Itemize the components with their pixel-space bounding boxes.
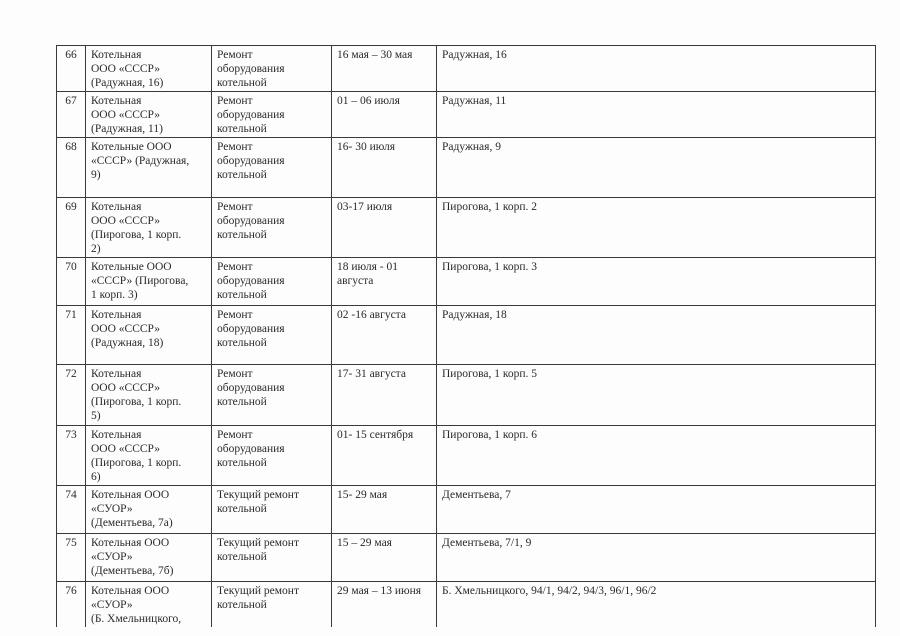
address-cell: Б. Хмельницкого, 94/1, 94/2, 94/3, 96/1, 96/2	[437, 582, 876, 628]
row-number: 75	[57, 534, 86, 582]
row-number: 70	[57, 258, 86, 306]
period-cell: 18 июля - 01 августа	[332, 258, 437, 306]
boiler-cell: Котельная ООО «СУОР» (Б. Хмельницкого,	[86, 582, 212, 628]
work-type-cell: Ремонт оборудования котельной	[212, 365, 332, 426]
table-row	[57, 534, 876, 582]
period-cell: 15- 29 мая	[332, 486, 437, 534]
address-cell: Пирогова, 1 корп. 5	[437, 365, 876, 426]
work-type-cell: Ремонт оборудования котельной	[212, 46, 332, 92]
table-row	[57, 486, 876, 534]
period-cell: 01- 15 сентября	[332, 426, 437, 486]
period-cell: 01 – 06 июля	[332, 92, 437, 138]
work-type-cell: Ремонт оборудования котельной	[212, 258, 332, 306]
row-number: 66	[57, 46, 86, 92]
work-type-cell: Текущий ремонт котельной	[212, 486, 332, 534]
period-cell: 29 мая – 13 июня	[332, 582, 437, 628]
row-number: 74	[57, 486, 86, 534]
row-number: 73	[57, 426, 86, 486]
period-cell: 17- 31 августа	[332, 365, 437, 426]
period-cell: 02 -16 августа	[332, 306, 437, 365]
boiler-cell: Котельная ООО «СССР» (Радужная, 18)	[86, 306, 212, 365]
address-cell: Пирогова, 1 корп. 2	[437, 198, 876, 258]
address-cell: Пирогова, 1 корп. 3	[437, 258, 876, 306]
boiler-cell: Котельные ООО «СССР» (Пирогова, 1 корп. 3)	[86, 258, 212, 306]
row-number: 68	[57, 138, 86, 198]
table-row	[57, 582, 876, 628]
row-number: 76	[57, 582, 86, 628]
table-row	[57, 198, 876, 258]
row-number: 67	[57, 92, 86, 138]
table-row	[57, 258, 876, 306]
repair-schedule-table	[56, 45, 876, 627]
period-cell: 03-17 июля	[332, 198, 437, 258]
work-type-cell: Текущий ремонт котельной	[212, 534, 332, 582]
row-number: 69	[57, 198, 86, 258]
row-number: 71	[57, 306, 86, 365]
table-row	[57, 46, 876, 92]
table-row	[57, 92, 876, 138]
period-cell: 16- 30 июля	[332, 138, 437, 198]
address-cell: Дементьева, 7	[437, 486, 876, 534]
address-cell: Радужная, 16	[437, 46, 876, 92]
boiler-cell: Котельная ООО «СУОР» (Дементьева, 7а)	[86, 486, 212, 534]
address-cell: Пирогова, 1 корп. 6	[437, 426, 876, 486]
boiler-cell: Котельная ООО «СУОР» (Дементьева, 7б)	[86, 534, 212, 582]
table-row	[57, 138, 876, 198]
work-type-cell: Ремонт оборудования котельной	[212, 198, 332, 258]
work-type-cell: Ремонт оборудования котельной	[212, 92, 332, 138]
boiler-cell: Котельная ООО «СССР» (Пирогова, 1 корп. 5)	[86, 365, 212, 426]
period-cell: 15 – 29 мая	[332, 534, 437, 582]
table-row	[57, 306, 876, 365]
boiler-cell: Котельная ООО «СССР» (Радужная, 11)	[86, 92, 212, 138]
address-cell: Радужная, 11	[437, 92, 876, 138]
address-cell: Радужная, 18	[437, 306, 876, 365]
work-type-cell: Ремонт оборудования котельной	[212, 138, 332, 198]
boiler-cell: Котельные ООО «СССР» (Радужная, 9)	[86, 138, 212, 198]
address-cell: Дементьева, 7/1, 9	[437, 534, 876, 582]
boiler-cell: Котельная ООО «СССР» (Пирогова, 1 корп. 6)	[86, 426, 212, 486]
address-cell: Радужная, 9	[437, 138, 876, 198]
work-type-cell: Ремонт оборудования котельной	[212, 426, 332, 486]
work-type-cell: Ремонт оборудования котельной	[212, 306, 332, 365]
row-number: 72	[57, 365, 86, 426]
table-row	[57, 365, 876, 426]
boiler-cell: Котельная ООО «СССР» (Радужная, 16)	[86, 46, 212, 92]
table-row	[57, 426, 876, 486]
boiler-cell: Котельная ООО «СССР» (Пирогова, 1 корп. 2)	[86, 198, 212, 258]
work-type-cell: Текущий ремонт котельной	[212, 582, 332, 628]
period-cell: 16 мая – 30 мая	[332, 46, 437, 92]
